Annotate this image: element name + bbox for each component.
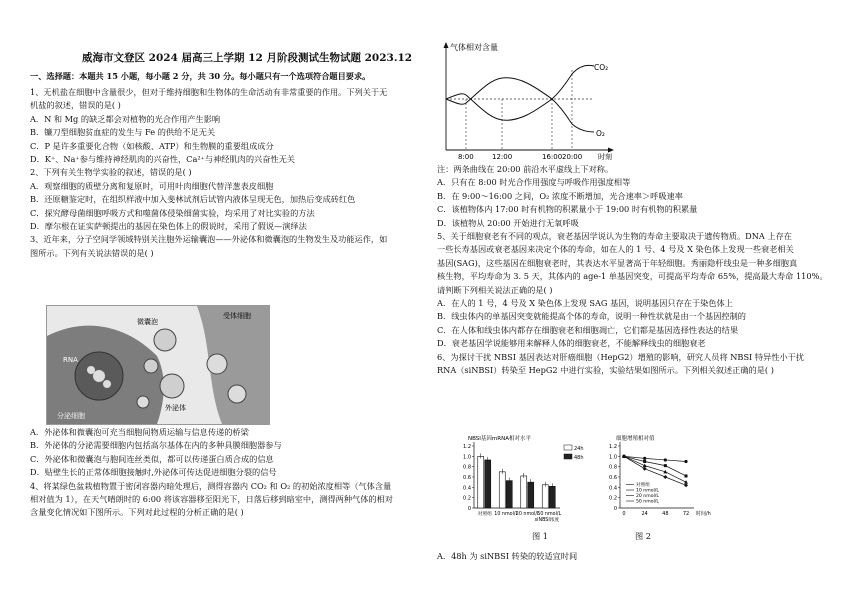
label-exosome: 外泌体 <box>165 404 186 412</box>
data-point <box>643 460 646 463</box>
y-axis-arrow <box>444 42 449 48</box>
x-axis-label: 时间/h <box>696 511 711 517</box>
y-tick-label: 1.0 <box>463 454 471 461</box>
y-tick-label: 0.4 <box>609 485 617 492</box>
left-line: 机盐的叙述，错误的是( ) <box>30 100 121 111</box>
y-tick-label: 0.8 <box>609 464 617 471</box>
bar-24h <box>478 456 484 508</box>
y-tick-label: 1.2 <box>463 444 471 450</box>
y-tick-label: 0.4 <box>463 485 471 492</box>
gas-content-chart <box>434 40 624 162</box>
label-receptor-cell: 受体细胞 <box>223 312 251 320</box>
legend-label: 48h <box>574 455 584 461</box>
left-line: D．K⁺、Na⁺参与维持神经肌肉的兴奋性，Ca²⁺与神经肌肉的兴奋性无关 <box>30 154 295 165</box>
co2-curve <box>446 65 594 120</box>
exosome-figure <box>46 305 270 425</box>
legend-label: 50 nmol/L <box>636 499 659 505</box>
category-label: 对照组 <box>477 512 492 517</box>
data-point <box>643 467 647 471</box>
bar-24h <box>499 472 505 508</box>
legend-label: 10 nmol/L <box>636 488 659 494</box>
bar-24h <box>542 485 548 508</box>
right-line: C．在人体和线虫体内都存在细胞衰老和细胞凋亡，它们都是基因选择性表达的结果 <box>437 324 739 335</box>
chart-title: NBSI基因mRNA相对水平 <box>468 436 531 442</box>
bar-48h <box>549 486 555 508</box>
data-point <box>643 457 646 460</box>
x-tick-12: 12:00 <box>492 153 513 161</box>
x-axis-arrow <box>608 148 614 153</box>
left-line: 图所示。下列有关说法错误的是( ) <box>30 247 154 258</box>
x-tick-8: 8:00 <box>458 153 474 161</box>
category-label: 10 nmol/L <box>494 512 519 517</box>
left-line: B．镰刀型细胞贫血症的发生与 Fe 的供给不足无关 <box>30 127 216 138</box>
left-line: 3、近年来，分子空间学领域特别关注胞外运输囊泡——外泌体和微囊泡的生物发生及功能运作，如 <box>30 234 388 245</box>
x-axis-label: siNBSI浓度 <box>534 518 560 523</box>
left-line: C．探究酵母菌细胞呼吸方式和噬菌体侵染细菌实验，均采用了对比实验的方法 <box>30 207 315 218</box>
category-label: 20 nmol/L <box>515 512 540 517</box>
fig1-caption: 图 1 <box>532 531 548 541</box>
left2-line: B．外泌体的分泌需要细胞内包括高尔基体在内的多种具膜细胞器参与 <box>30 440 282 451</box>
left-line: 1、无机盐在细胞中含量很少，但对于维持细胞和生物体的生命活动有非常重要的作用。下列关于无 <box>30 87 388 97</box>
right-line: C．该植物体内 17:00 时有机物的积累量小于 19:00 时有机物的积累量 <box>437 204 698 215</box>
left2-line: C．外泌体和微囊泡与胞间连丝类似，都可以传递蛋白质合成的信息 <box>30 453 274 464</box>
y-tick-label: 0.6 <box>609 475 617 481</box>
data-point <box>684 483 688 487</box>
right-line: B．在 9:00～16:00 之间，O₂ 浓度不断增加，光合速率＞呼吸速率 <box>437 190 683 201</box>
bar-48h <box>528 482 534 508</box>
left-line: A．N 和 Mg 的缺乏都会对植物的光合作用产生影响 <box>30 113 221 124</box>
left2-line: A．外泌体和微囊泡可充当细胞间物质运输与信息传递的桥梁 <box>30 427 249 437</box>
data-point <box>685 474 688 477</box>
right-line: 6、为探讨干扰 NBSI 基因表达对肝癌细胞（HepG2）增殖的影响，研究人员将 NBSI 特异性小干扰 <box>437 351 805 362</box>
option-6a: A．48h 为 siNBSI 转染的较适宜时间 <box>437 551 578 561</box>
right-line: D．该植物从 20:00 开始进行无氧呼吸 <box>437 217 579 228</box>
right-line: 一些长寿基因或衰老基因来决定个体的寿命，如在人的 1 号、4 号及 X 染色体上发现一些衰老相关 <box>437 244 794 255</box>
left-line: D．摩尔根在证实萨顿提出的基因在染色体上的假说时，采用了假说—演绎法 <box>30 221 307 232</box>
co2-label: CO₂ <box>594 63 609 72</box>
left2-line: 相对值为 1），在天气晴朗时的 6:00 将该容器移至阳光下，日落后移到暗室中，测得两种气体的相对 <box>30 494 393 505</box>
y-tick-label: 1.0 <box>609 454 617 461</box>
y-tick-label: 0.8 <box>463 464 471 471</box>
chart-title: 细胞增殖相对值 <box>616 436 655 442</box>
y-tick-label: 0.2 <box>463 495 471 502</box>
label-microvesicle: 微囊泡 <box>137 318 158 326</box>
legend-label: 对照组 <box>636 483 650 488</box>
left2-line: 含量变化情况如下图所示。下列对此过程的分析正确的是( ) <box>30 507 244 518</box>
y-tick-label: 1.2 <box>609 444 617 450</box>
legend-label: 20 nmol/L <box>636 494 659 499</box>
right-line: 基因(SAG)，这些基因在细胞衰老时，其表达水平显著高于年轻细胞。秀丽隐杆线虫是一种多细胞真 <box>437 257 798 268</box>
left-line: 2、下列有关生物学实验的叙述，错误的是( ) <box>30 167 192 178</box>
right-line: D．衰老基因学说能够用来解释人体的细胞衰老，不能解释线虫的细胞衰老 <box>437 338 706 349</box>
x-tick-16: 16:00 <box>542 153 563 161</box>
y-tick-label: 0.6 <box>463 475 471 481</box>
category-label: 50 nmol/L <box>537 512 562 517</box>
o2-curve <box>446 78 594 132</box>
data-point <box>663 475 667 479</box>
x-tick-label: 48 <box>662 511 669 517</box>
left-question-block-2 <box>30 426 393 520</box>
section-heading: 一、选择题：本题共 15 小题，每小题 2 分，共 30 分。每小题只有一个选项符合题目要求。 <box>30 71 371 81</box>
left-line: C．P 是许多重要化合物（如核酸、ATP）和生物膜的重要组成成分 <box>30 140 274 151</box>
legend-swatch-48h <box>564 454 572 459</box>
x-tick-label: 24 <box>641 511 648 517</box>
left-question-block <box>30 86 387 260</box>
legend-swatch-24h <box>564 445 572 450</box>
x-tick-20: 20:00 <box>562 153 583 161</box>
y-axis-label: 气体相对含量 <box>450 43 498 52</box>
right-line: 请判断下列相关说法正确的是( ) <box>437 284 553 295</box>
x-tick-label: 0 <box>622 511 626 517</box>
document-title: 威海市文登区 2024 届高三上学期 12 月阶段测试生物试题 2023.12 <box>82 52 413 64</box>
o2-label: O₂ <box>596 129 605 138</box>
right-line: 核生物，平均寿命为 3. 5 天，其体内的 age-1 单基因突变，可提高平均寿命 65%，提高最大寿命 110%。 <box>437 271 828 282</box>
bar-24h <box>521 476 527 508</box>
label-rna: RNA <box>63 356 78 364</box>
right-question-block <box>437 163 828 378</box>
fig2-caption: 图 2 <box>635 531 651 541</box>
x-axis-label: 时刻 <box>598 153 612 161</box>
y-tick-label: 0.2 <box>609 495 617 502</box>
bar-48h <box>485 460 491 508</box>
right-line: A．只有在 8:00 时光合作用强度与呼吸作用强度相等 <box>437 177 631 188</box>
series-line <box>624 456 686 482</box>
data-point <box>684 460 687 463</box>
left2-line: 4、将某绿色盆栽植物置于密闭容器内暗处理后，测得容器内 CO₂ 和 O₂ 的初始浓度相等（气体含量 <box>30 480 392 491</box>
y-tick-label: 0 <box>467 506 471 512</box>
data-point <box>664 464 667 467</box>
label-secretor-cell: 分泌细胞 <box>57 412 85 420</box>
left-line: B．还原糖鉴定时，在组织样液中加入斐林试剂后试管内液体呈现无色，加热后变成砖红色 <box>30 194 356 205</box>
mrna-bar-chart <box>450 432 590 522</box>
x-tick-label: 72 <box>682 511 690 517</box>
right-line: 注：两条曲线在 20:00 前沿水平虚线上下对称。 <box>437 164 614 174</box>
exosome-diagram <box>47 306 269 424</box>
right-line: A．在人的 1 号，4 号及 X 染色体上发现 SAG 基因，说明基因只存在于染色体上 <box>437 298 733 309</box>
right-line: 5、关于细胞衰老有不同的观点，衰老基因学说认为生物的寿命主要取决于遗传物质。DNA 上存在 <box>437 231 792 242</box>
data-point <box>684 480 688 484</box>
y-tick-label: 0 <box>613 506 617 512</box>
right-line: RNA（siNBSI）转染至 HepG2 中进行实验，实验结果如图所示。下列相关叙述正确的是( ) <box>437 365 774 376</box>
legend-label: 24h <box>574 446 584 452</box>
right-line: B．线虫体内的单基因突变就能提高个体的寿命，说明一种性状就是由一个基因控制的 <box>437 311 746 322</box>
data-point <box>664 458 667 461</box>
left2-line: D．贴壁生长的正常体细胞接触时,外泌体可传达促进细胞分裂的信号 <box>30 467 277 478</box>
proliferation-line-chart <box>598 432 711 522</box>
bar-48h <box>506 481 512 508</box>
left-line: A．观察细胞的质壁分离和复原时，可用叶肉细胞代替洋葱表皮细胞 <box>30 180 274 191</box>
